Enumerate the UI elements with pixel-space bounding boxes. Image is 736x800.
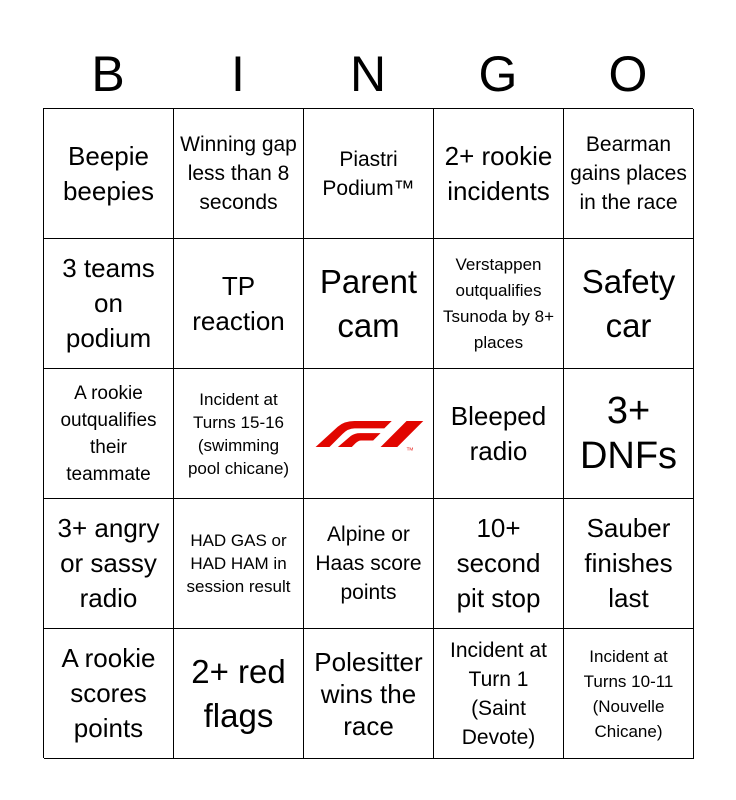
bingo-cell[interactable] <box>304 239 434 369</box>
header-letter-g: G <box>478 46 518 102</box>
bingo-cell[interactable] <box>564 239 694 369</box>
bingo-cell[interactable] <box>174 629 304 759</box>
bingo-cell[interactable] <box>564 499 694 629</box>
cell-label: TP reaction <box>192 270 285 336</box>
cell-label: Safety car <box>581 262 676 344</box>
bingo-cell[interactable] <box>564 369 694 499</box>
bingo-cell[interactable] <box>174 239 304 369</box>
bingo-cell[interactable] <box>44 499 174 629</box>
cell-label: Piastri Podium™ <box>322 147 415 200</box>
cell-label: Beepie beepies <box>62 140 155 206</box>
cell-label: 2+ rookie incidents <box>444 140 553 206</box>
bingo-cell[interactable] <box>434 499 564 629</box>
bingo-cell[interactable] <box>174 499 304 629</box>
cell-label: 3+ angry or sassy radio <box>57 513 160 613</box>
f1-logo-icon <box>310 414 427 454</box>
cell-label: Polesitter wins the race <box>314 646 423 741</box>
cell-label: Alpine or Haas score points <box>315 523 422 604</box>
bingo-board <box>43 108 693 758</box>
bingo-cell[interactable] <box>174 109 304 239</box>
cell-label: Incident at Turn 1 (Saint Devote) <box>450 638 547 749</box>
header-letter-b: B <box>91 46 125 102</box>
bingo-cell[interactable] <box>434 109 564 239</box>
bingo-cell[interactable] <box>564 109 694 239</box>
cell-label: HAD GAS or HAD HAM in session result <box>186 531 291 596</box>
bingo-cell[interactable] <box>564 629 694 759</box>
bingo-cell[interactable] <box>44 369 174 499</box>
bingo-cell[interactable] <box>174 369 304 499</box>
bingo-cell[interactable] <box>304 499 434 629</box>
bingo-cell[interactable] <box>304 629 434 759</box>
bingo-cell[interactable] <box>434 239 564 369</box>
free-space[interactable] <box>304 369 434 499</box>
header-letter-o: O <box>608 46 648 102</box>
cell-label: A rookie outqualifies their teammate <box>60 382 157 485</box>
bingo-cell[interactable] <box>434 369 564 499</box>
bingo-cell[interactable] <box>44 239 174 369</box>
cell-label: Winning gap less than 8 seconds <box>180 133 297 214</box>
bingo-cell[interactable] <box>304 109 434 239</box>
cell-label: 10+ second pit stop <box>456 513 541 613</box>
bingo-cell[interactable] <box>44 629 174 759</box>
cell-label: Bleeped radio <box>450 400 547 466</box>
cell-label: Sauber finishes last <box>584 513 673 613</box>
cell-label: Incident at Turns 10-11 (Nouvelle Chicane) <box>583 646 674 741</box>
cell-label: 2+ red flags <box>191 652 286 734</box>
cell-label: 3+ DNFs <box>579 389 678 477</box>
cell-label: A rookie scores points <box>61 643 156 743</box>
bingo-cell[interactable] <box>434 629 564 759</box>
header-letter-n: N <box>349 46 387 102</box>
cell-label: Parent cam <box>319 262 418 344</box>
bingo-cell[interactable] <box>44 109 174 239</box>
cell-label: Verstappen outqualifies Tsunoda by 8+ places <box>442 254 555 352</box>
bingo-header <box>43 40 693 108</box>
trademark-label: TM <box>406 446 414 452</box>
cell-label: Bearman gains places in the race <box>570 133 687 214</box>
cell-label: 3 teams on podium <box>62 253 155 353</box>
header-letter-i: I <box>231 46 245 102</box>
cell-label: Incident at Turns 15-16 (swimming pool chicane) <box>187 389 290 478</box>
